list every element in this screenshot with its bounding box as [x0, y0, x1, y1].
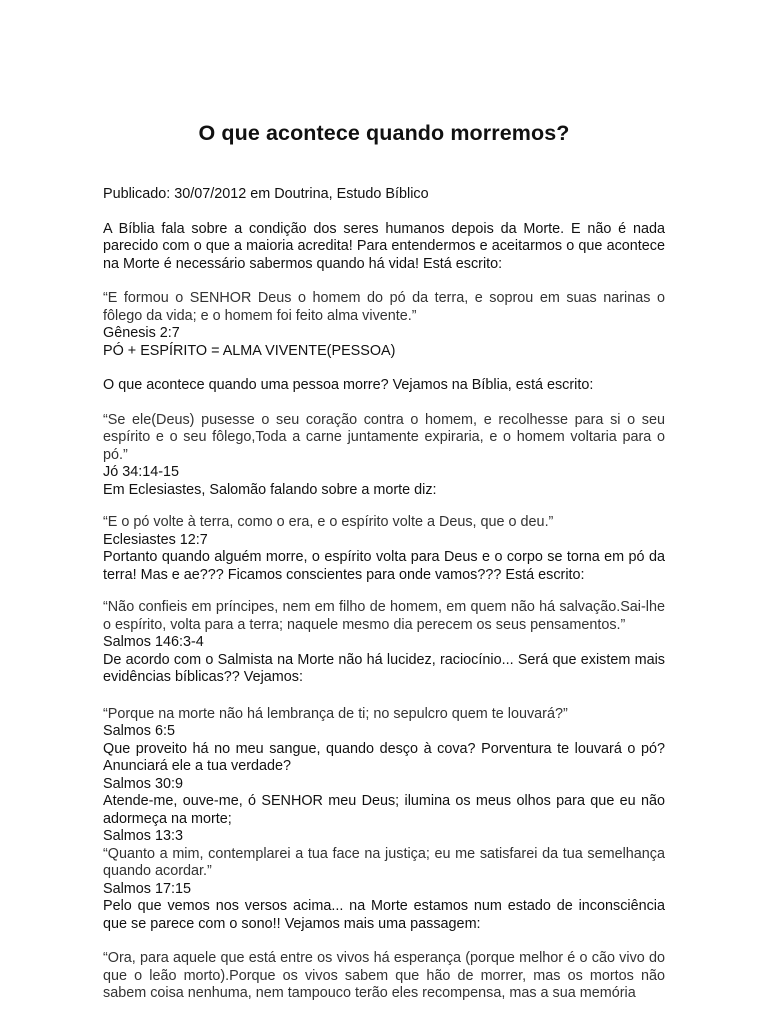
quote-final: “Ora, para aquele que está entre os vivos há esperança (porque melhor é o cão vivo do que o leão morto).Porque os vivos sabem que hão de morrer, mas os mortos não sabem coisa nenhuma, nem tampouco terão eles recompensa, mas a sua memória — [103, 950, 665, 1001]
after-salmos-146-paragraph: De acordo com o Salmista na Morte não há lucidez, raciocínio... Será que existem mais evidências bíblicas?? Vejamos: — [103, 651, 665, 685]
reference-salmos-30: Salmos 30:9 — [103, 775, 183, 792]
reference-salmos-146: Salmos 146:3-4 — [103, 634, 204, 650]
reference-salmos-13: Salmos 13:3 — [103, 828, 183, 844]
spacer — [103, 360, 665, 377]
reference-jo: Jó 34:14-15 — [103, 464, 180, 480]
published-line: Publicado: 30/07/2012 em Doutrina, Estudo Bíblico — [103, 186, 429, 202]
eclesiastes-intro: Em Eclesiastes, Salomão falando sobre a morte diz: — [103, 481, 437, 498]
spacer — [103, 395, 665, 412]
spacer — [103, 273, 665, 290]
quote-salmos-146: “Não confieis em príncipes, nem em filho de homem, em quem não há salvação.Sai-lhe o espírito, volta para a terra; naquele mesmo dia perecem os seus pensamentos.” — [103, 599, 665, 633]
after-eclesiastes-paragraph: Portanto quando alguém morre, o espírito volta para Deus e o corpo se torna em pó da terra! Mas e ae??? Ficamos conscientes para onde vamos??? Está escrito: — [103, 549, 665, 583]
formula-line: PÓ + ESPÍRITO = ALMA VIVENTE(PESSOA) — [103, 342, 396, 359]
quote-salmos-13: Atende-me, ouve-me, ó SENHOR meu Deus; ilumina os meus olhos para que eu não adormeça na morte; — [103, 793, 665, 827]
page-title: O que acontece quando morremos? — [198, 121, 570, 145]
quote-jo: “Se ele(Deus) pusesse o seu coração contra o homem, e recolhesse para si o seu espírito e o seu fôlego,Toda a carne juntamente expiraria, e o homem voltaria para o pó.” — [103, 411, 665, 463]
intro-paragraph: A Bíblia fala sobre a condição dos seres humanos depois da Morte. E não é nada parecido com o que a maioria acredita! Para entendermos e aceitarmos o que acontece na Morte é necessário sabermos quando há vida! Está escrito: — [103, 220, 665, 272]
quote-genesis: “E formou o SENHOR Deus o homem do pó da terra, e soprou em suas narinas o fôlego da vida; e o homem foi feito alma vivente.” — [103, 290, 665, 324]
quote-salmos-30: Que proveito há no meu sangue, quando desço à cova? Porventura te louvará o pó? Anunciará ele a tua verdade? — [103, 740, 665, 774]
reference-genesis: Gênesis 2:7 — [103, 325, 180, 341]
question-paragraph: O que acontece quando uma pessoa morre? Vejamos na Bíblia, está escrito: — [103, 377, 594, 393]
spacer — [103, 687, 665, 706]
spacer — [103, 933, 665, 950]
after-salmos-17-paragraph: Pelo que vemos nos versos acima... na Morte estamos num estado de inconsciência que se parece com o sono!! Vejamos mais uma passagem: — [103, 898, 665, 932]
quote-eclesiastes: “E o pó volte à terra, como o era, e o espírito volte a Deus, que o deu.” — [103, 514, 554, 530]
document-page — [103, 120, 665, 1003]
reference-eclesiastes: Eclesiastes 12:7 — [103, 531, 208, 548]
quote-salmos-17: “Quanto a mim, contemplarei a tua face na justiça; eu me satisfarei da tua semelhança quando acordar.” — [103, 845, 665, 879]
spacer — [103, 499, 665, 514]
quote-salmos-6: “Porque na morte não há lembrança de ti; no sepulcro quem te louvará?” — [103, 705, 568, 722]
reference-salmos-6: Salmos 6:5 — [103, 723, 175, 739]
spacer — [103, 204, 665, 221]
spacer — [103, 584, 665, 599]
reference-salmos-17: Salmos 17:15 — [103, 880, 191, 897]
